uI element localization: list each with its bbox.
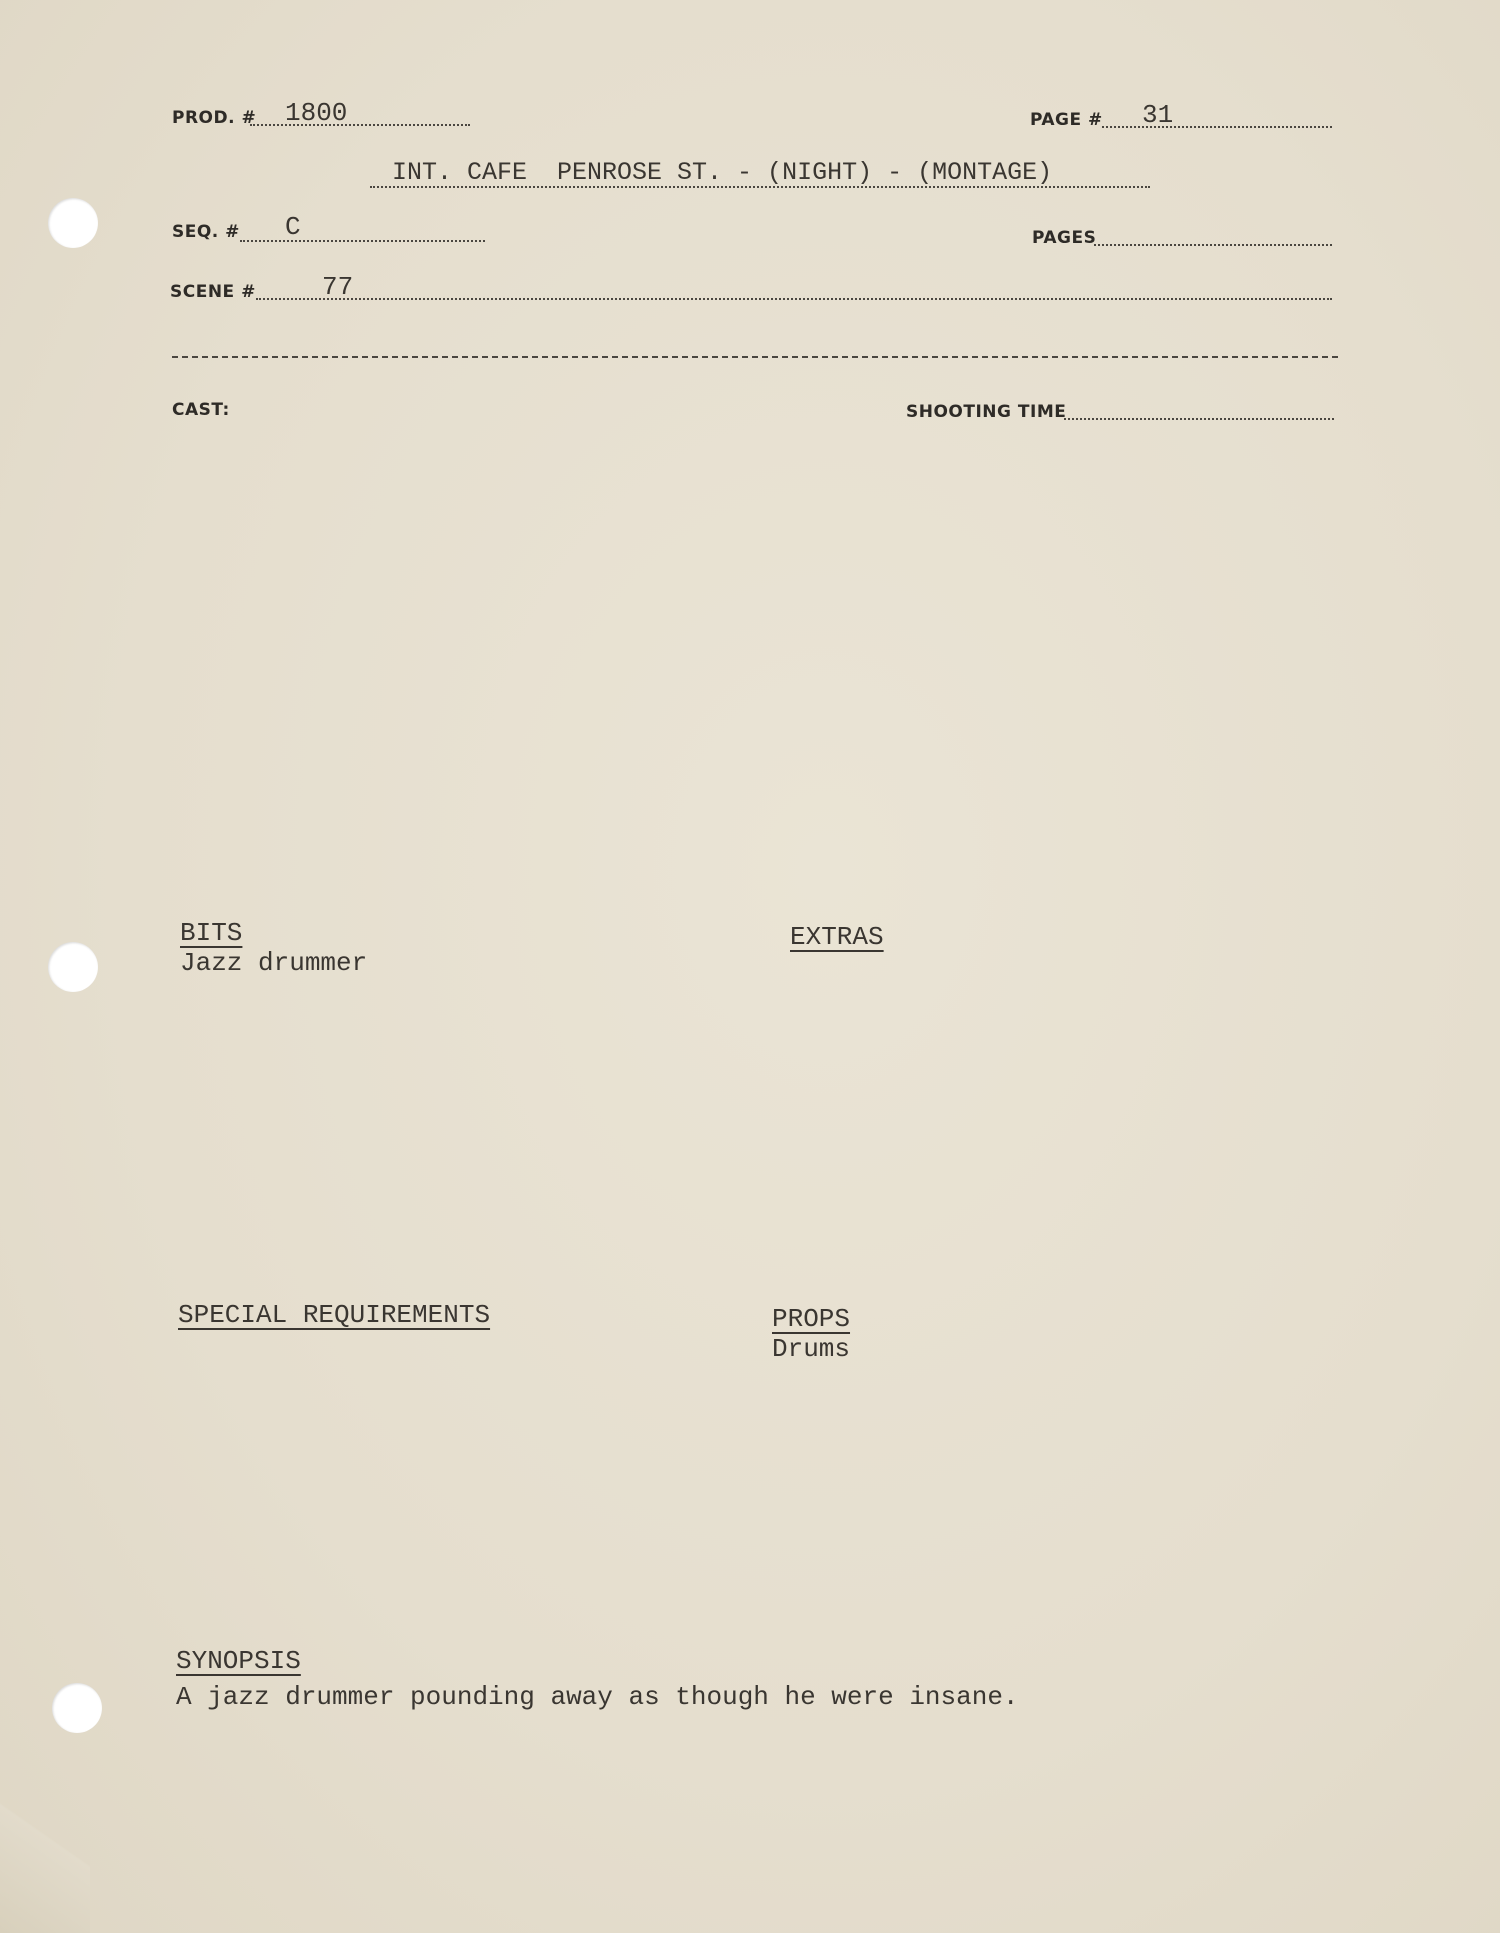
synopsis-text: A jazz drummer pounding away as though he were insane. — [176, 1682, 1019, 1712]
page-label: PAGE # — [1030, 110, 1103, 130]
scene-label: SCENE # — [170, 282, 256, 302]
page-line — [1102, 126, 1332, 128]
location-text: INT. CAFE PENROSE ST. - (NIGHT) - (MONTAGE) — [392, 158, 1053, 187]
scene-line — [256, 298, 1332, 300]
bits-text: Jazz drummer — [180, 948, 368, 978]
synopsis-heading: SYNOPSIS — [176, 1646, 301, 1676]
header-divider — [172, 356, 1338, 358]
seq-value: C — [285, 212, 301, 242]
props-text: Drums — [772, 1334, 851, 1364]
prod-line — [250, 124, 470, 126]
pages-line — [1094, 244, 1332, 246]
folded-corner — [0, 1763, 90, 1933]
bits-heading: BITS — [180, 918, 243, 948]
binder-hole-bottom — [52, 1683, 102, 1733]
prod-label: PROD. # — [172, 108, 257, 128]
extras-heading: EXTRAS — [790, 922, 884, 952]
cast-label: CAST: — [172, 400, 230, 420]
scene-value: 77 — [322, 272, 354, 302]
binder-hole-top — [48, 198, 98, 248]
page-value: 31 — [1142, 100, 1174, 130]
binder-hole-middle — [48, 942, 98, 992]
props-heading: PROPS — [772, 1304, 851, 1334]
shooting-time-line — [1064, 418, 1334, 420]
shooting-time-label: SHOOTING TIME — [906, 402, 1067, 422]
special-requirements-heading: SPECIAL REQUIREMENTS — [178, 1300, 491, 1330]
pages-label: PAGES — [1032, 228, 1097, 248]
seq-line — [240, 240, 485, 242]
prod-value: 1800 — [285, 98, 348, 128]
seq-label: SEQ. # — [172, 222, 240, 242]
